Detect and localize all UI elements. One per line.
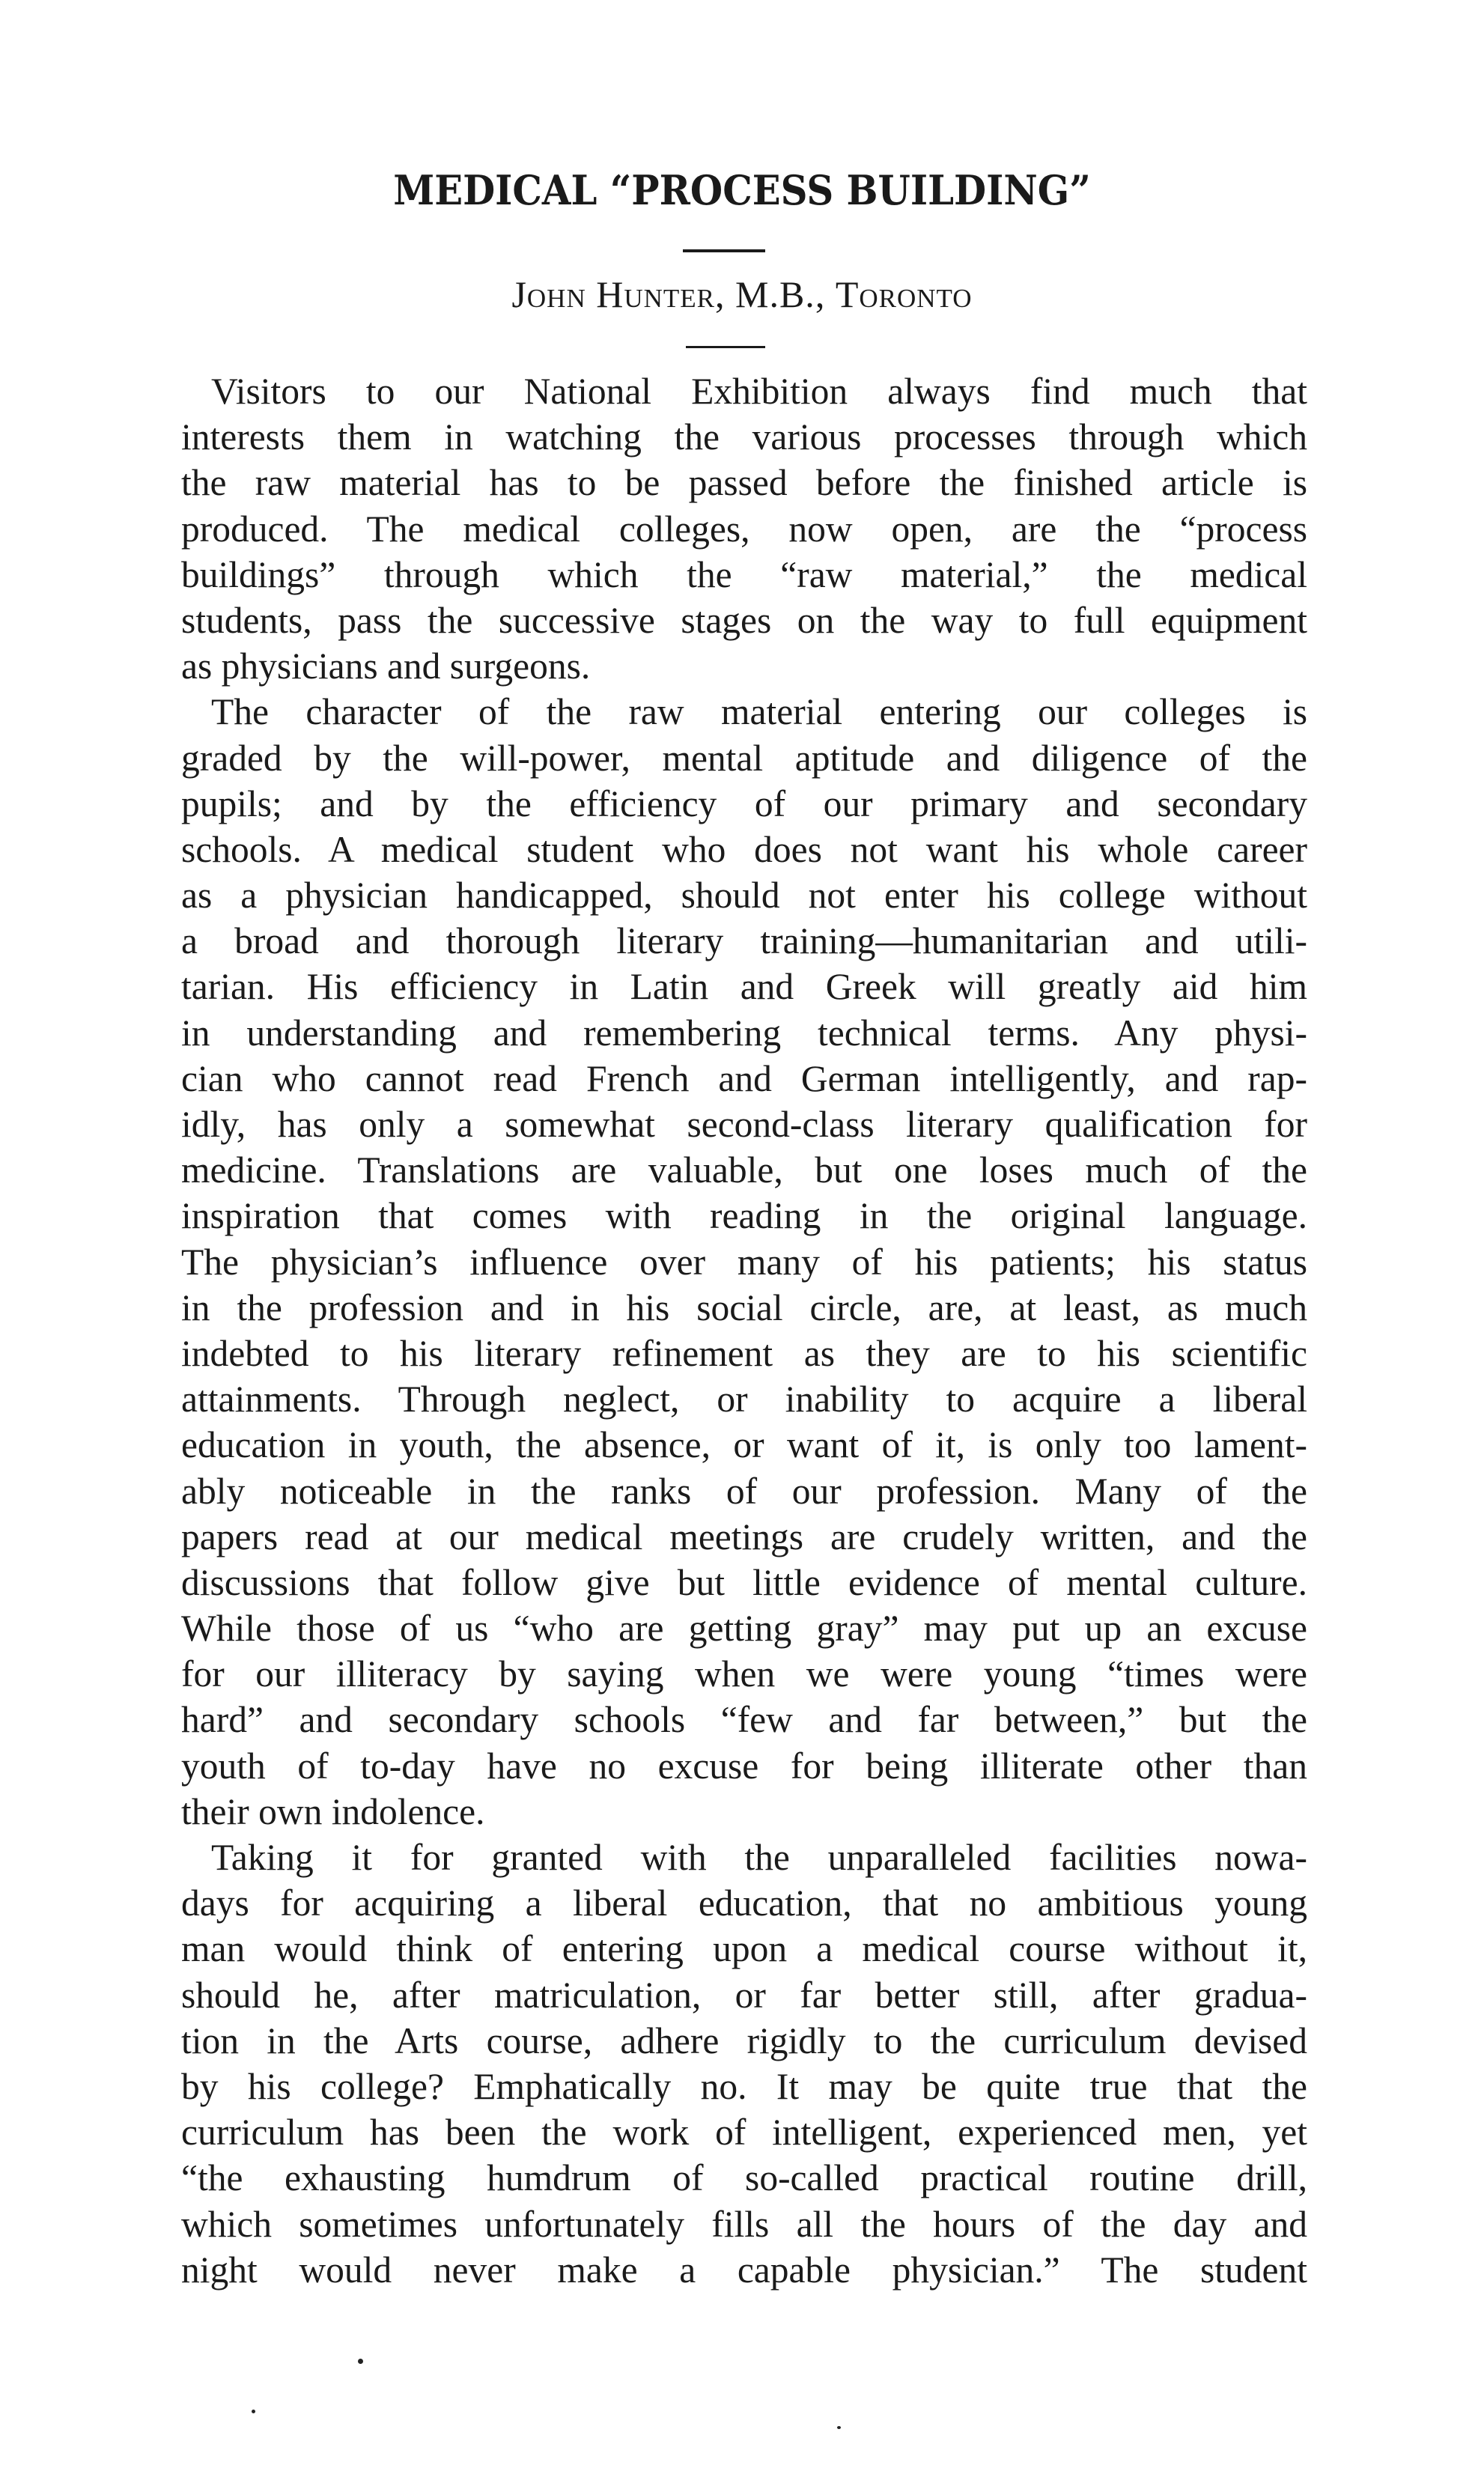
byline-divider: [686, 346, 765, 348]
text-line: produced. The medical colleges, now open, are the “process: [181, 508, 1307, 550]
text-line: buildings” through which the “raw material,” the medical: [181, 553, 1307, 595]
text-line: The physician’s influence over many of his patients; his status: [181, 1241, 1307, 1283]
text-line: night would never make a capable physician.” The student: [181, 2249, 1307, 2291]
text-line: medicine. Translations are valuable, but one loses much of the: [181, 1149, 1307, 1191]
text-line: as physicians and surgeons.: [181, 645, 591, 687]
author-separator: ,: [715, 273, 735, 315]
text-line: interests them in watching the various processes through which: [181, 416, 1307, 458]
author-city: Toronto: [835, 273, 973, 315]
text-line: discussions that follow give but little evidence of mental culture.: [181, 1561, 1307, 1603]
page-speck: [358, 2359, 363, 2364]
page-speck: [837, 2426, 841, 2429]
text-line: idly, has only a somewhat second-class literary qualification for: [181, 1104, 1307, 1145]
text-line: their own indolence.: [181, 1790, 485, 1832]
article-body: [181, 368, 1307, 2293]
text-line: curriculum has been the work of intelligent, experienced men, yet: [181, 2112, 1307, 2154]
text-line: graded by the will-power, mental aptitude and diligence of the: [181, 737, 1307, 779]
text-line: indebted to his literary refinement as they are to his scientific: [181, 1332, 1307, 1374]
text-line: “the exhausting humdrum of so-called practical routine drill,: [181, 2157, 1307, 2199]
text-line: hard” and secondary schools “few and far between,” but the: [181, 1699, 1307, 1741]
article-title: MEDICAL “PROCESS BUILDING”: [393, 166, 1091, 214]
text-line: a broad and thorough literary training—humanitarian and utili-: [181, 920, 1307, 962]
text-line: education in youth, the absence, or want of it, is only too lament-: [181, 1424, 1307, 1466]
author-separator: ,: [815, 273, 836, 315]
author-name: John Hunter: [511, 273, 715, 315]
text-line: in the profession and in his social circle, are, at least, as much: [181, 1286, 1307, 1328]
text-line: attainments. Through neglect, or inability to acquire a liberal: [181, 1379, 1307, 1420]
text-line: by his college? Emphatically no. It may be quite true that the: [181, 2065, 1307, 2107]
title-divider: [683, 249, 765, 252]
text-line: days for acquiring a liberal education, that no ambitious young: [181, 1882, 1307, 1924]
text-line: Taking it for granted with the unparalleled facilities nowa-: [211, 1837, 1307, 1878]
text-line: pupils; and by the efficiency of our primary and secondary: [181, 782, 1307, 824]
text-line: the raw material has to be passed before the finished article is: [181, 462, 1307, 504]
text-line: students, pass the successive stages on the way to full equipment: [181, 599, 1307, 641]
text-line: youth of to-day have no excuse for being illiterate other than: [181, 1745, 1307, 1787]
author-degree: M.B.: [735, 273, 815, 315]
text-line: papers read at our medical meetings are crudely written, and the: [181, 1516, 1307, 1557]
text-line: inspiration that comes with reading in the original language.: [181, 1195, 1307, 1237]
text-line: in understanding and remembering technical terms. Any physi-: [181, 1012, 1307, 1054]
text-line: While those of us “who are getting gray” may put up an excuse: [181, 1608, 1307, 1650]
text-line: as a physician handicapped, should not enter his college without: [181, 875, 1307, 917]
text-line: should he, after matriculation, or far better still, after gradua-: [181, 1974, 1307, 2016]
text-line: schools. A medical student who does not want his whole career: [181, 828, 1307, 870]
author-byline: [0, 273, 1484, 316]
text-line: man would think of entering upon a medical course without it,: [181, 1928, 1307, 1970]
text-line: tion in the Arts course, adhere rigidly to the curriculum devised: [181, 2019, 1307, 2061]
text-line: Visitors to our National Exhibition always find much that: [211, 371, 1307, 412]
text-line: ably noticeable in the ranks of our profession. Many of the: [181, 1470, 1307, 1512]
text-line: which sometimes unfortunately fills all the hours of the day and: [181, 2203, 1307, 2245]
text-line: cian who cannot read French and German intelligently, and rap-: [181, 1057, 1307, 1099]
text-line: for our illiteracy by saying when we were young “times were: [181, 1653, 1307, 1695]
page-speck: [252, 2410, 255, 2413]
text-line: tarian. His efficiency in Latin and Greek will greatly aid him: [181, 966, 1307, 1008]
text-line: The character of the raw material entering our colleges is: [211, 691, 1307, 733]
